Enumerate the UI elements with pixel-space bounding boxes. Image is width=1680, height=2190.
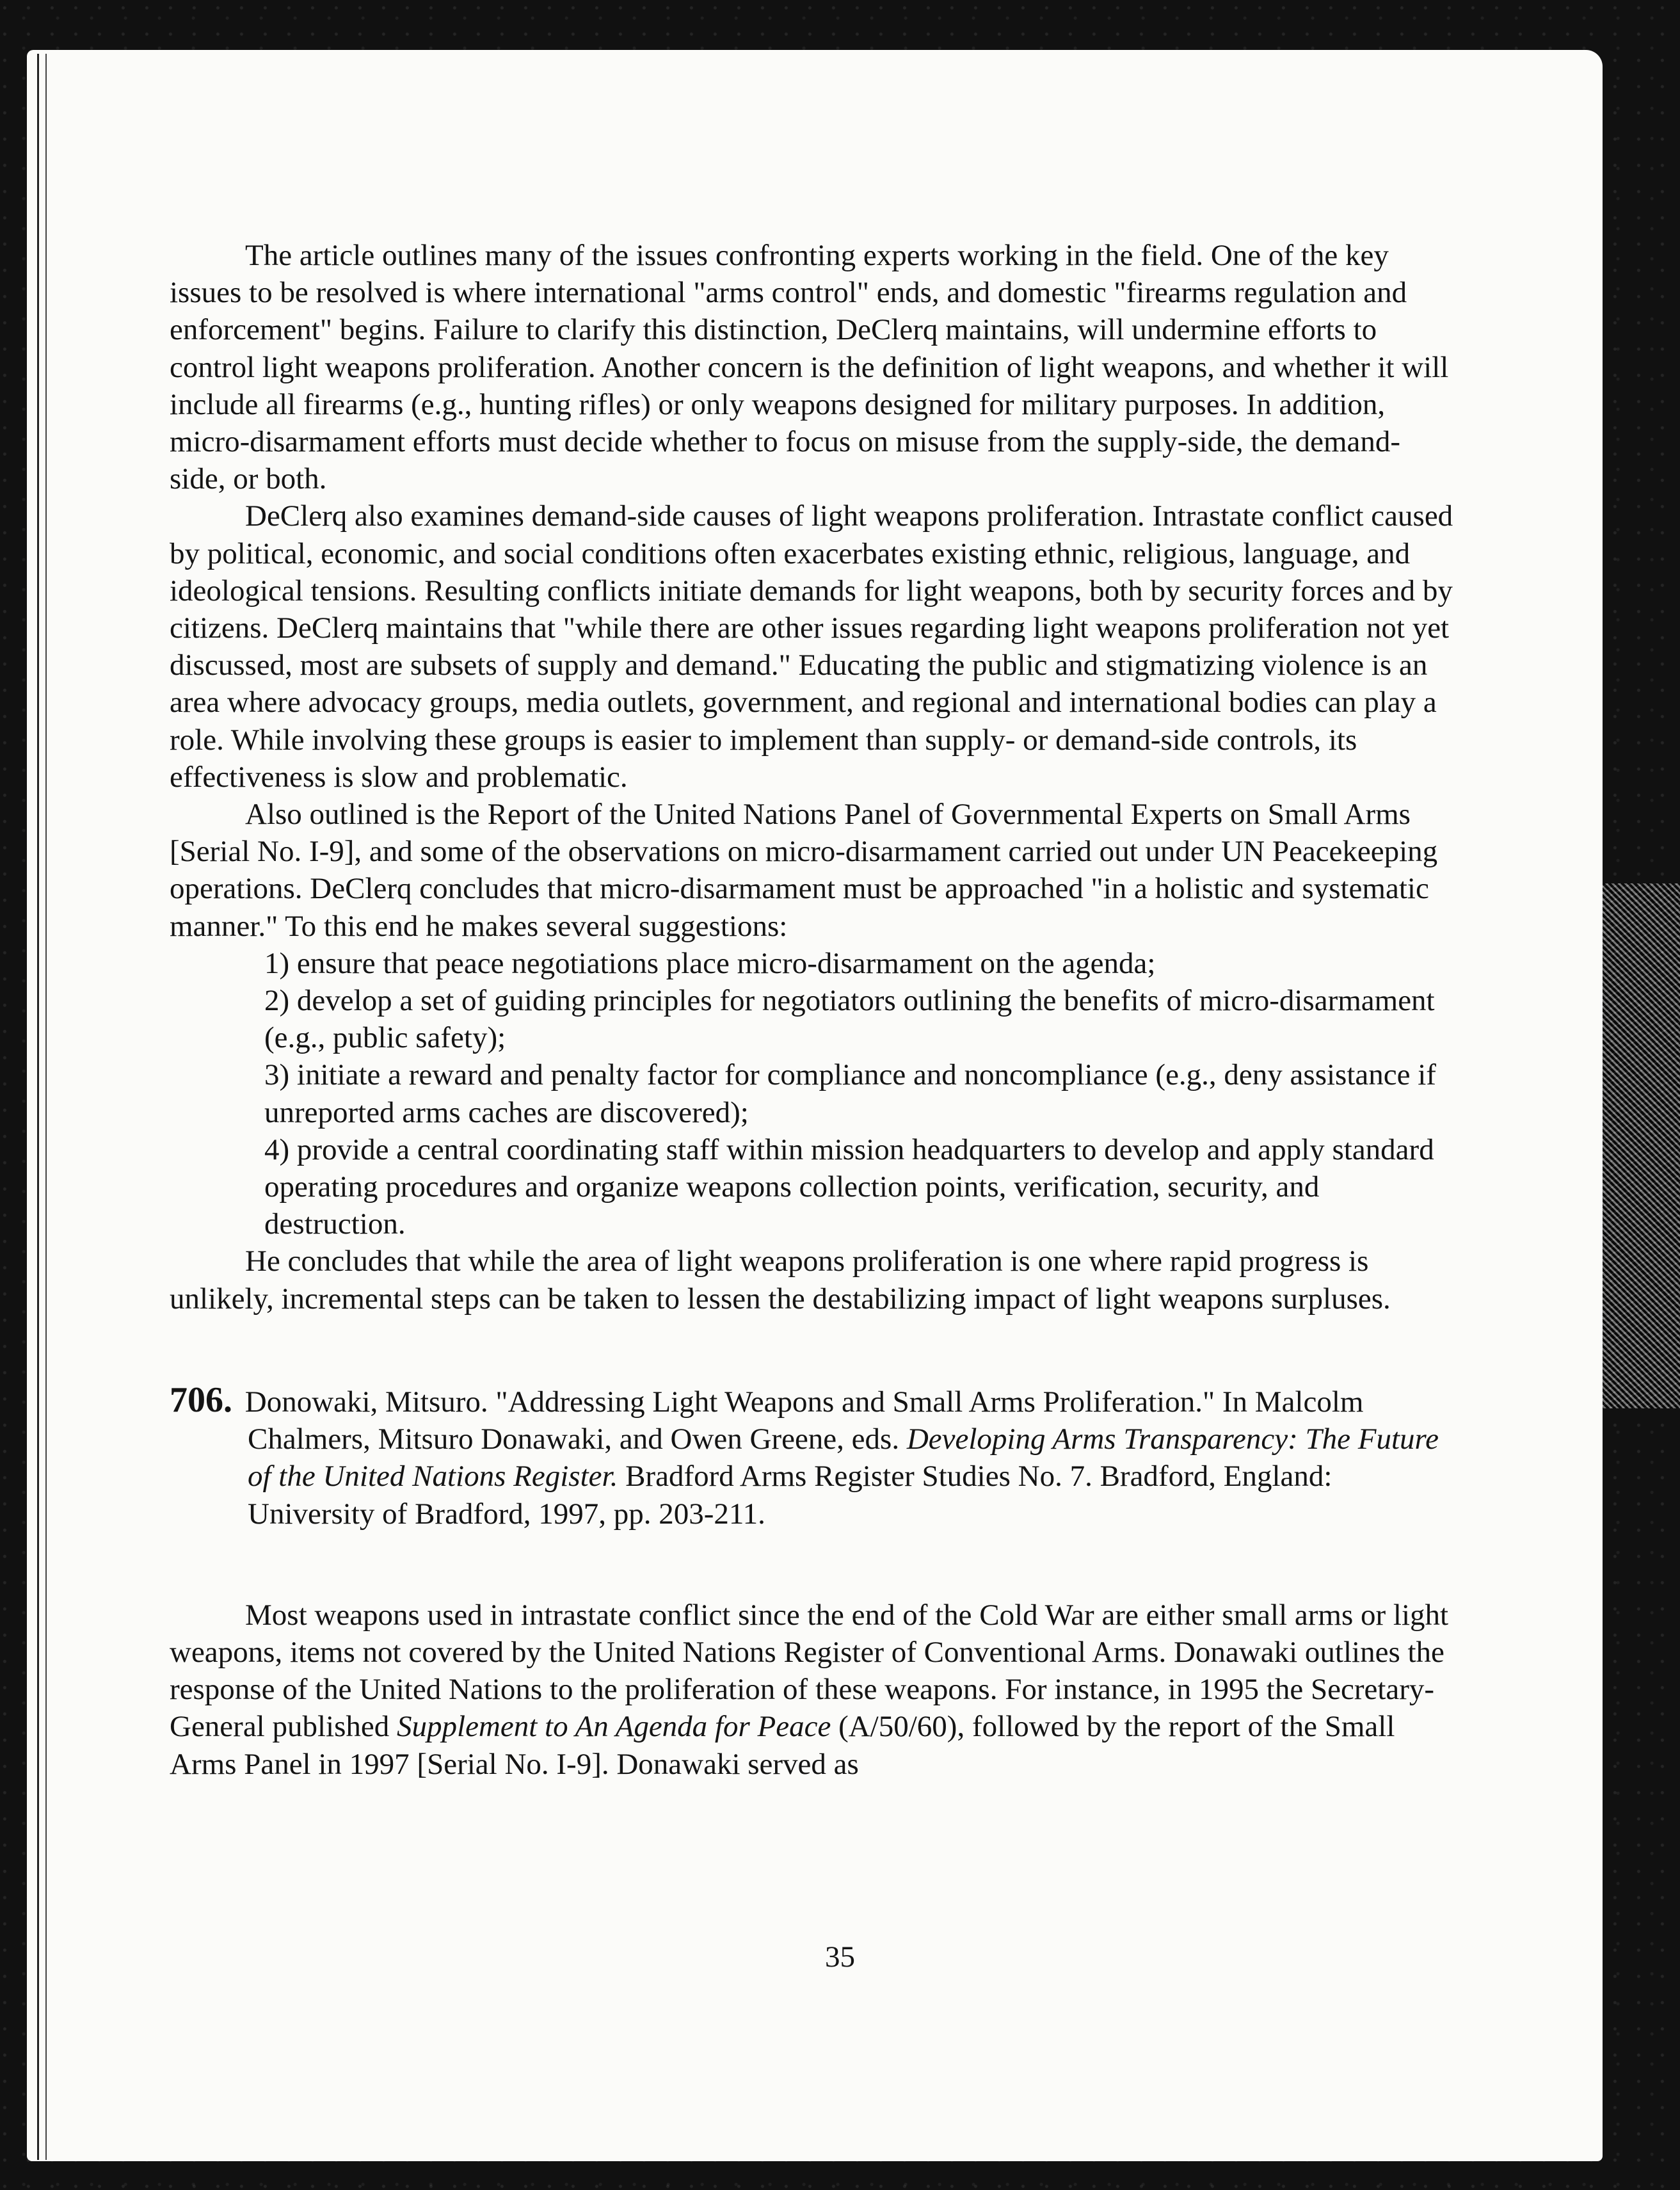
paragraph-text: (A/50/60), followed by the report of the Small Arms Panel in 1997 [Serial No. I-9]. Donawaki served as xyxy=(170,1710,1395,1781)
citation-text: Bradford Arms Register Studies No. 7. Bradford, England: University of Bradford, 1997, pp. 203-211. xyxy=(248,1460,1332,1531)
entry-number: 706. xyxy=(170,1380,232,1420)
body-paragraph: The article outlines many of the issues confronting experts working in the field. One of the key issues to be resolved is where international "arms control" ends, and domestic "firearms regulation and enforcement" begins. Failure to clarify this distinction, DeClerq maintains, will undermine efforts to control light weapons proliferation. Another concern is the definition of light weapons, and whether it will include all firearms (e.g., hunting rifles) or only weapons designed for military purposes. In addition, micro-disarmament efforts must decide whether to focus on misuse from the supply-side, the demand-side, or both. xyxy=(170,239,1449,496)
suggestion-list xyxy=(170,945,1456,1243)
list-item: 3) initiate a reward and penalty factor for compliance and noncompliance (e.g., deny assistance if unreported arms caches are discovered); xyxy=(264,1058,1436,1129)
list-item: 2) develop a set of guiding principles for negotiators outlining the benefits of micro-disarmament (e.g., public safety); xyxy=(264,984,1435,1055)
list-item: 4) provide a central coordinating staff within mission headquarters to develop and apply standard operating procedures and organize weapons collection points, verification, security, and destruction. xyxy=(264,1132,1434,1241)
body-paragraph xyxy=(170,1597,1456,1783)
body-paragraph: He concludes that while the area of light weapons proliferation is one where rapid progress is unlikely, incremental steps can be taken to lessen the destabilizing impact of light weapons surpluses. xyxy=(170,1244,1391,1316)
scan-noise xyxy=(1597,883,1680,1408)
paragraph-text: Most weapons used in intrastate conflict since the end of the Cold War are either small arms or light weapons, items not covered by the United Nations Register of Conventional Arms. Donawaki outlines the response of the United Nations to the proliferation of these weapons. For instance, in 1995 the Secretary-General published xyxy=(170,1598,1449,1744)
list-item: 1) ensure that peace negotiations place micro-disarmament on the agenda; xyxy=(264,946,1156,980)
citation-text: Donowaki, Mitsuro. "Addressing Light Weapons and Small Arms Proliferation." In Malcolm Chalmers, Mitsuro Donawaki, and Owen Greene, eds. xyxy=(244,1385,1364,1456)
body-paragraph: DeClerq also examines demand-side causes of light weapons proliferation. Intrastate conflict caused by political, economic, and social conditions often exacerbates existing ethnic, religious, language, and ideological tensions. Resulting conflicts initiate demands for light weapons, both by security forces and by citizens. DeClerq maintains that "while there are other issues regarding light weapons proliferation not yet discussed, most are subsets of supply and demand." Educating the public and stigmatizing violence is an area where advocacy groups, media outlets, government, and regional and international bodies can play a role. While involving these groups is easier to implement than supply- or demand-side controls, its effectiveness is slow and problematic. xyxy=(170,499,1453,794)
citation-title: Developing Arms Transparency: The Future of the United Nations Register. xyxy=(248,1422,1439,1494)
body-paragraph: Also outlined is the Report of the United Nations Panel of Governmental Experts on Small Arms [Serial No. I-9], and some of the observations on micro-disarmament carried out under UN Peacekeeping operations. DeClerq concludes that micro-disarmament must be approached "in a holistic and systematic manner." To this end he makes several suggestions: xyxy=(170,798,1438,943)
binding-edge xyxy=(37,54,47,2160)
page-number: 35 xyxy=(825,1940,855,1974)
publication-title: Supplement to An Agenda for Peace xyxy=(397,1710,831,1744)
page-body xyxy=(170,237,1456,1783)
bibliography-entry xyxy=(170,1381,1456,1533)
